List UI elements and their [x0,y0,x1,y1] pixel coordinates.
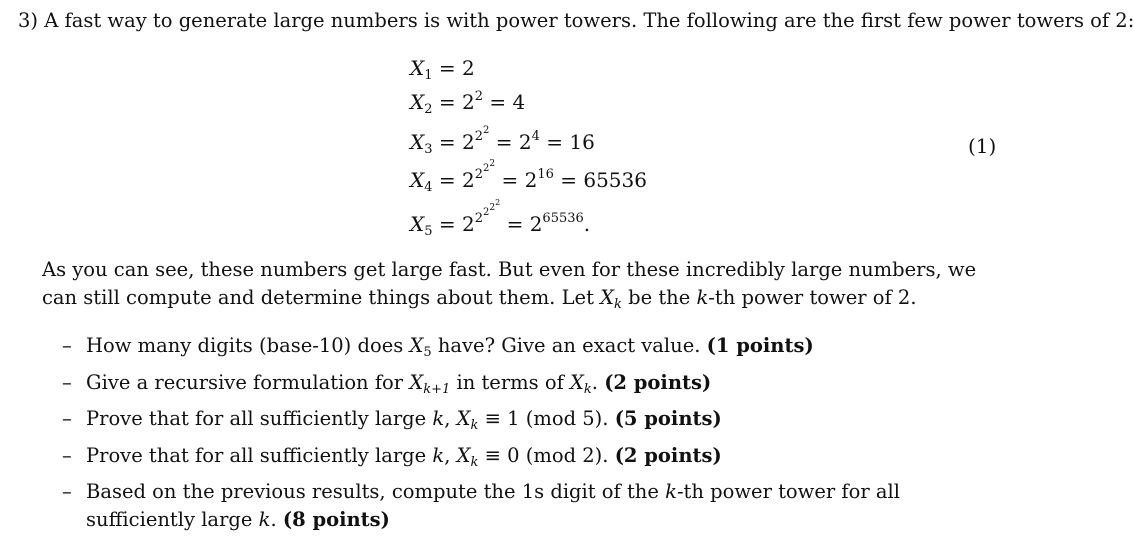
var-x: X [456,444,471,467]
subscript: 5 [424,224,433,239]
result: . [583,212,591,236]
question-text: Prove that for all sufficiently large [86,444,427,467]
subscript [584,382,592,397]
paragraph-text: be the [628,286,691,309]
var-x: X [410,56,425,80]
power-tower-equations [410,54,770,240]
exponent-1: 2 [474,167,484,182]
subscript-text: k+1 [423,382,451,397]
var-x: X [570,371,584,394]
exponent-3: 2 [489,203,496,213]
result: = 4 [489,90,526,114]
result: = 65536 [560,168,647,192]
subscript: 1 [424,68,433,83]
middle-exponent: 4 [531,129,540,144]
subscript: 2 [424,102,433,117]
middle-term: = 2 [506,212,543,236]
explanation-paragraph [42,256,1012,312]
equation-x2 [410,89,526,117]
var-x: X [410,168,425,192]
question-text: Prove that for all sufficiently large [86,407,427,430]
exponent-2: 2 [483,125,490,136]
subscript: 3 [424,142,433,157]
middle-term: = 2 [495,130,532,154]
var-x: X [456,407,471,430]
equation-x1 [410,56,475,83]
points-label: (2 points) [614,444,722,467]
var-x: X [410,130,425,154]
points-label: (2 points) [604,371,712,394]
question-text: -th power tower for all sufficiently large [86,480,900,531]
question-text: ≡ 0 (mod 2). [484,444,609,467]
middle-exponent: 16 [537,167,554,182]
points-label: (1 points) [706,334,814,357]
exponent-2: 2 [483,163,490,174]
question-text: ≡ 1 (mod 5). [484,407,609,430]
question-text: , [444,444,451,467]
base: = 2 [438,90,475,114]
exponent-3: 2 [489,159,496,169]
base: = 2 [438,168,475,192]
equation-x4 [410,159,647,195]
question-text: have? Give an exact value. [437,334,701,357]
question-text: in terms of [456,371,564,394]
exponent-2: 2 [483,207,490,218]
var-x: X [410,212,425,236]
var-x: X [600,286,614,309]
var-k: k [696,286,709,309]
subscript-text: k [470,455,479,470]
rhs: = 2 [438,56,475,80]
question-text: Give a recursive formulation for [86,371,404,394]
problem-intro-text: A fast way to generate large numbers is with power towers. The following are the first few power towers of 2: [44,9,1134,32]
var-k: k [432,444,445,467]
list-dash: – [62,334,72,357]
equation-number: (1) [968,134,997,158]
base: = 2 [438,130,475,154]
list-dash: – [62,371,72,394]
list-dash: – [62,407,72,430]
list-dash: – [62,480,72,503]
paragraph-text: As you can see, these numbers get large fast. But even for these incredibly large numbers, we can still compute and determine things about them. Let [42,258,977,309]
subscript: k [614,297,622,312]
var-x: X [409,334,424,357]
question-text: . [270,508,277,531]
middle-exponent: 65536 [542,211,584,226]
list-dash: – [62,444,72,467]
question-text: , [444,407,451,430]
var-k: k [665,480,677,503]
var-k: k [432,407,445,430]
points-label: (5 points) [614,407,722,430]
subscript: 5 [423,345,432,360]
var-x: X [410,90,425,114]
base: = 2 [438,212,475,236]
points-label: (8 points) [282,508,390,531]
subscript: 4 [424,180,433,195]
exponent-4: 2 [495,198,501,207]
result: = 16 [546,130,595,154]
problem-number: 3) [18,9,39,32]
exponent-1: 2 [474,129,484,144]
equation-x3 [410,125,595,157]
equation-x5 [410,198,591,239]
question-text: . [591,371,598,394]
var-k: k [258,508,271,531]
question-text: How many digits (base-10) does [86,334,404,357]
subscript-text: k [470,418,479,433]
question-text: Based on the previous results, compute the 1s digit of the [86,480,659,503]
exponent: 2 [474,89,484,104]
problem-intro [18,8,1134,34]
subscript-text: k [583,382,592,397]
subscript [423,382,450,397]
subscript [471,455,479,470]
exponent-1: 2 [474,211,484,226]
paragraph-text: -th power tower of 2. [708,286,917,309]
middle-term: = 2 [501,168,538,192]
var-x: X [409,371,424,394]
subscript [471,418,479,433]
